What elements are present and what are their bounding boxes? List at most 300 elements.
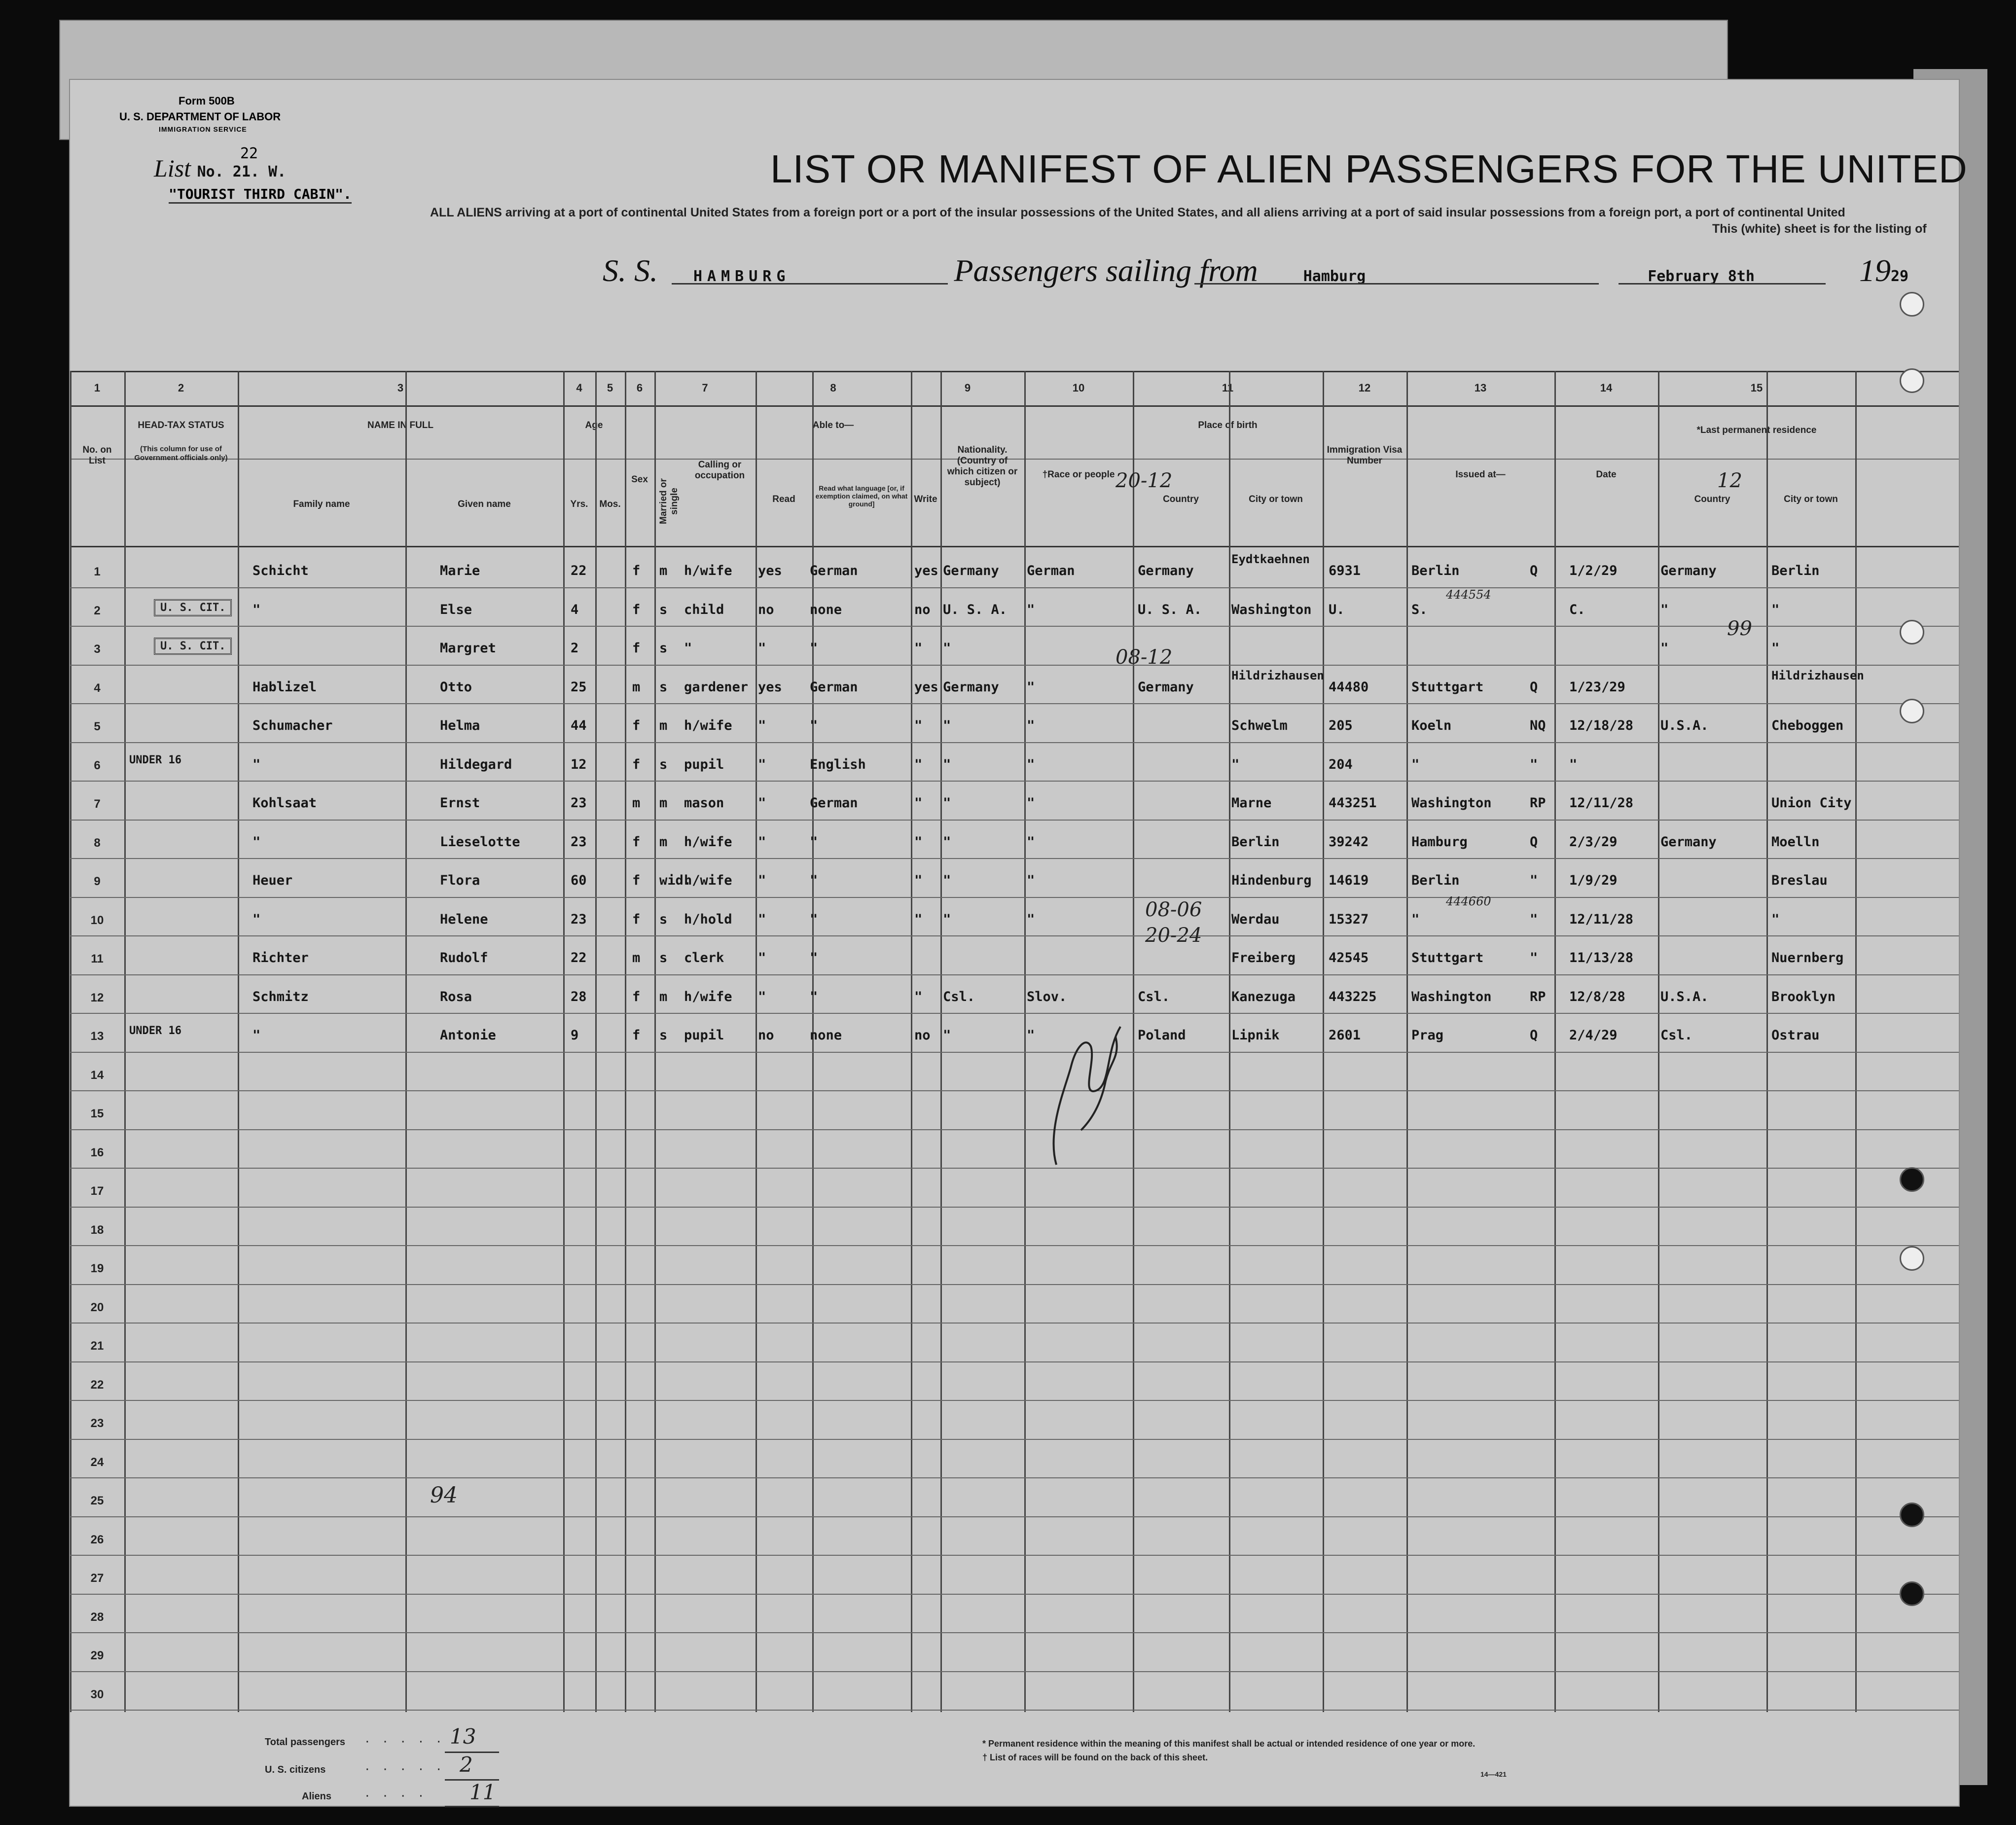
cell-sex: m	[632, 795, 641, 811]
leader-dots: · · · · ·	[366, 1737, 447, 1748]
aliens-value: 11	[469, 1780, 496, 1804]
cell-family: Heuer	[252, 873, 293, 888]
row-number: 10	[90, 913, 104, 927]
manifest-page	[69, 79, 1968, 1807]
cell-write: "	[914, 989, 923, 1004]
total-passengers-label: Total passengers	[265, 1737, 346, 1748]
column-number: 8	[830, 382, 836, 394]
column-header-no-on-list: No. on List	[82, 445, 112, 466]
row-number: 12	[90, 991, 104, 1004]
cell-q: "	[1530, 950, 1538, 966]
table-row	[70, 897, 1855, 936]
us-citizens-label: U. S. citizens	[265, 1764, 326, 1775]
table-row	[70, 820, 1855, 859]
punch-hole	[1900, 292, 1924, 317]
cell-read: no	[758, 602, 774, 617]
cell-given: Otto	[440, 679, 472, 695]
cell-read: no	[758, 1028, 774, 1043]
cell-bcity: Hindenburg	[1231, 873, 1312, 888]
column-header-country: Country	[1163, 494, 1199, 504]
cell-family: "	[252, 911, 261, 927]
cell-nat: "	[943, 834, 951, 850]
cell-sex: f	[632, 911, 641, 927]
cell-yrs: 12	[571, 756, 587, 772]
cell-q: Q	[1530, 834, 1538, 850]
cell-race: "	[1027, 795, 1035, 811]
row-number: 27	[90, 1572, 104, 1585]
punch-hole	[1900, 699, 1924, 723]
row-rule	[70, 1710, 1959, 1711]
punch-hole	[1900, 1581, 1924, 1606]
handwritten-code: 20-24	[1145, 924, 1202, 947]
row-rule	[70, 1168, 1959, 1169]
table-row	[70, 781, 1855, 820]
cell-yrs: 44	[571, 718, 587, 733]
row-number: 24	[90, 1455, 104, 1469]
manifest-table	[70, 371, 1959, 1712]
cell-given: Hildegard	[440, 756, 512, 772]
cell-issued: S.	[1411, 602, 1428, 617]
cell-sex: f	[632, 602, 641, 617]
cell-yrs: 9	[571, 1028, 579, 1043]
cell-lang: German	[810, 563, 858, 578]
cell-write: no	[914, 602, 931, 617]
column-header-age: Age	[585, 420, 603, 430]
handwritten-code: 08-06	[1145, 898, 1202, 921]
departure-port: Hamburg	[1303, 268, 1366, 285]
cell-given: Antonie	[440, 1028, 496, 1043]
handwritten-visa-note: 444660	[1446, 895, 1491, 908]
cell-write: "	[914, 756, 923, 772]
row-rule	[70, 1671, 1959, 1672]
column-number: 1	[94, 382, 101, 394]
cell-read: "	[758, 989, 766, 1004]
cell-date: 2/3/29	[1569, 834, 1618, 850]
row-number: 21	[90, 1339, 104, 1353]
cell-yrs: 25	[571, 679, 587, 695]
cell-family: Schicht	[252, 563, 309, 578]
cell-read: "	[758, 911, 766, 927]
cell-yrs: 23	[571, 795, 587, 811]
date-line	[1619, 283, 1826, 285]
cell-rcity: Moelln	[1771, 834, 1820, 850]
row-rule	[70, 1284, 1959, 1285]
cell-rcity: Breslau	[1771, 873, 1828, 888]
cell-read: "	[758, 718, 766, 733]
cell-bcity: Schwelm	[1231, 718, 1288, 733]
ship-name: HAMBURG	[693, 268, 791, 285]
cell-read: "	[758, 873, 766, 888]
head-tax-stamp: U. S. CIT.	[154, 638, 232, 655]
cell-given: Rudolf	[440, 950, 488, 966]
cell-rcity: "	[1771, 641, 1780, 656]
cell-family: "	[252, 756, 261, 772]
cell-occ: child	[684, 602, 724, 617]
row-number: 6	[94, 758, 101, 772]
table-row	[70, 548, 1855, 587]
column-header-family-name: Family name	[293, 499, 350, 509]
column-number: 15	[1750, 382, 1763, 394]
cell-visa: 39242	[1329, 834, 1369, 850]
row-number: 14	[90, 1068, 104, 1082]
cell-q: Q	[1530, 563, 1538, 578]
row-number: 5	[94, 720, 101, 733]
list-number-handwritten: 22	[240, 145, 258, 162]
page-number-handwritten: 94	[430, 1483, 458, 1508]
cell-family: "	[252, 1028, 261, 1043]
cabin-class: "TOURIST THIRD CABIN".	[169, 186, 352, 204]
column-number-rule	[70, 405, 1959, 407]
cell-yrs: 28	[571, 989, 587, 1004]
column-number: 6	[636, 382, 643, 394]
row-number: 26	[90, 1533, 104, 1546]
handwritten-code: 20-12	[1116, 469, 1173, 492]
cell-issued: Hamburg	[1411, 834, 1468, 850]
departure-date: February 8th	[1648, 268, 1755, 285]
form-number: Form 500B	[179, 95, 235, 107]
punch-hole	[1900, 1167, 1924, 1192]
cell-bcity: Freiberg	[1231, 950, 1296, 966]
cell-rcountry: Germany	[1660, 834, 1717, 850]
cell-date: 1/9/29	[1569, 873, 1618, 888]
cell-sex: f	[632, 1028, 641, 1043]
cell-race: Slov.	[1027, 989, 1067, 1004]
cell-visa: 44480	[1329, 679, 1369, 695]
cell-rcity: Berlin	[1771, 563, 1820, 578]
cell-issued: Stuttgart	[1411, 679, 1484, 695]
row-number: 18	[90, 1223, 104, 1237]
column-header-married: Married or single	[658, 478, 680, 525]
cell-nat: "	[943, 873, 951, 888]
list-number-typed: No. 21. W.	[197, 163, 287, 180]
cell-write: yes	[914, 679, 938, 695]
cell-bcity: Lipnik	[1231, 1028, 1280, 1043]
row-number: 9	[94, 875, 101, 888]
column-number: 5	[607, 382, 613, 394]
row-number: 1	[94, 565, 101, 578]
cell-date: 12/18/28	[1569, 718, 1634, 733]
cell-race: "	[1027, 1028, 1035, 1043]
cell-rcity: Ostrau	[1771, 1028, 1820, 1043]
cell-visa: 443251	[1329, 795, 1377, 811]
column-header-read-language: Read what language [or, if exemption claimed, on what ground]	[815, 484, 908, 508]
leader-dots: · · · ·	[366, 1791, 429, 1802]
row-number: 15	[90, 1107, 104, 1120]
cell-issued: "	[1411, 911, 1420, 927]
cell-given: Margret	[440, 641, 496, 656]
row-number: 20	[90, 1300, 104, 1314]
punch-hole	[1900, 368, 1924, 393]
header-bottom-rule	[70, 546, 1959, 547]
cell-issued: Washington	[1411, 795, 1492, 811]
cell-given: Else	[440, 602, 472, 617]
cell-bcity: Washington	[1231, 602, 1312, 617]
cell-occ: pupil	[684, 1028, 724, 1043]
row-rule	[70, 1632, 1959, 1633]
cell-lang: "	[810, 950, 818, 966]
cell-issued: "	[1411, 756, 1420, 772]
cell-sex: f	[632, 563, 641, 578]
column-number: 3	[397, 382, 404, 394]
cell-ms: m	[659, 989, 668, 1004]
cell-bcountry: Csl.	[1138, 989, 1170, 1004]
cell-date: "	[1569, 756, 1578, 772]
cell-nat: "	[943, 756, 951, 772]
cell-date: C.	[1569, 602, 1585, 617]
column-number: 12	[1358, 382, 1371, 394]
handwritten-signature	[1037, 1007, 1135, 1180]
cell-occ: h/hold	[684, 911, 732, 927]
cell-bcity: Werdau	[1231, 911, 1280, 927]
cell-rcountry: Csl.	[1660, 1028, 1693, 1043]
column-number: 10	[1072, 382, 1085, 394]
cell-visa: 15327	[1329, 911, 1369, 927]
cell-date: 12/8/28	[1569, 989, 1625, 1004]
cell-sex: m	[632, 950, 641, 966]
column-number: 13	[1474, 382, 1487, 394]
cell-issued: Berlin	[1411, 563, 1460, 578]
row-rule	[70, 1129, 1959, 1130]
punch-hole	[1900, 1246, 1924, 1271]
cell-rcity: Union City	[1771, 795, 1852, 811]
row-number: 29	[90, 1649, 104, 1662]
table-row	[70, 587, 1855, 626]
row-number: 8	[94, 836, 101, 850]
cell-family: Hablizel	[252, 679, 317, 695]
us-citizens-value: 2	[460, 1753, 473, 1777]
cell-issued: Prag	[1411, 1028, 1444, 1043]
cell-write: "	[914, 718, 923, 733]
row-number: 3	[94, 643, 101, 656]
department-label: U. S. DEPARTMENT OF LABOR	[119, 110, 281, 123]
cell-occ: h/wife	[684, 563, 732, 578]
cell-yrs: 22	[571, 563, 587, 578]
cell-ms: s	[659, 950, 668, 966]
cell-yrs: 23	[571, 911, 587, 927]
row-rule	[70, 1516, 1959, 1517]
cell-date: 12/11/28	[1569, 795, 1634, 811]
cell-bcountry: Poland	[1138, 1028, 1186, 1043]
column-header-sex: Sex	[631, 474, 648, 485]
citizens-line	[445, 1779, 499, 1781]
cell-occ: pupil	[684, 756, 724, 772]
column-number: 7	[702, 382, 708, 394]
row-number: 2	[94, 604, 101, 617]
cell-bcity: Eydtkaehnen	[1231, 552, 1310, 566]
cell-nat: "	[943, 718, 951, 733]
row-number: 7	[94, 797, 101, 811]
row-number: 4	[94, 681, 101, 695]
table-row	[70, 626, 1855, 665]
cell-sex: f	[632, 718, 641, 733]
cell-family: Richter	[252, 950, 309, 966]
cell-q: "	[1530, 756, 1538, 772]
column-number: 14	[1600, 382, 1613, 394]
cell-occ: h/wife	[684, 873, 732, 888]
cell-issued: Stuttgart	[1411, 950, 1484, 966]
footnote-residence: * Permanent residence within the meaning of this manifest shall be actual or intended residence of one year or more.	[982, 1739, 1476, 1749]
column-header-res-city: City or town	[1784, 494, 1838, 504]
cell-sex: f	[632, 756, 641, 772]
row-rule	[70, 1555, 1959, 1556]
cell-write: "	[914, 795, 923, 811]
punch-hole	[1900, 620, 1924, 644]
table-row	[70, 742, 1855, 781]
cell-yrs: 60	[571, 873, 587, 888]
row-rule	[70, 1361, 1959, 1362]
cell-visa: 205	[1329, 718, 1353, 733]
column-header-head-tax: HEAD-TAX STATUS	[138, 420, 224, 430]
cell-rcity: "	[1771, 911, 1780, 927]
cell-date: 12/11/28	[1569, 911, 1634, 927]
cell-ms: s	[659, 602, 668, 617]
manifest-subtitle-2: This (white) sheet is for the listing of	[1712, 222, 1927, 236]
column-header-head-tax-note: (This column for use of Government officials only)	[134, 445, 228, 462]
row-number: 23	[90, 1417, 104, 1430]
cell-visa: 14619	[1329, 873, 1369, 888]
cell-given: Lieselotte	[440, 834, 520, 850]
cell-occ: h/wife	[684, 989, 732, 1004]
cell-lang: "	[810, 834, 818, 850]
cell-read: "	[758, 756, 766, 772]
cell-nat: Germany	[943, 563, 999, 578]
cell-yrs: 4	[571, 602, 579, 617]
cell-ms: wid.	[659, 873, 692, 888]
cell-rcountry: "	[1660, 641, 1669, 656]
cell-yrs: 2	[571, 641, 579, 656]
cell-occ: "	[684, 641, 692, 656]
cell-lang: none	[810, 602, 842, 617]
cell-given: Ernst	[440, 795, 480, 811]
punch-hole	[1900, 1503, 1924, 1527]
row-rule	[70, 1594, 1959, 1595]
cell-ms: s	[659, 911, 668, 927]
cell-read: "	[758, 834, 766, 850]
row-rule	[70, 1052, 1959, 1053]
column-header-write: Write	[914, 494, 937, 504]
cell-bcity: "	[1231, 756, 1240, 772]
row-rule	[70, 1323, 1959, 1324]
table-row	[70, 703, 1855, 742]
cell-race: "	[1027, 911, 1035, 927]
cell-date: 2/4/29	[1569, 1028, 1618, 1043]
cell-race: "	[1027, 873, 1035, 888]
cell-rcity: Hildrizhausen	[1771, 668, 1864, 682]
cell-lang: "	[810, 989, 818, 1004]
cell-rcountry: "	[1660, 602, 1669, 617]
manifest-title: LIST OR MANIFEST OF ALIEN PASSENGERS FOR THE UNITED	[770, 147, 1968, 191]
cell-visa: 443225	[1329, 989, 1377, 1004]
cell-race: "	[1027, 679, 1035, 695]
column-number: 9	[964, 382, 971, 394]
cell-occ: h/wife	[684, 834, 732, 850]
cell-nat: "	[943, 911, 951, 927]
table-row	[70, 974, 1855, 1013]
cell-yrs: 23	[571, 834, 587, 850]
table-row	[70, 935, 1855, 974]
cell-read: "	[758, 950, 766, 966]
cell-bcountry: U. S. A.	[1138, 602, 1202, 617]
handwritten-code: 12	[1717, 469, 1742, 492]
column-header-race: †Race or people	[1042, 469, 1115, 480]
cell-rcountry: Germany	[1660, 563, 1717, 578]
cell-sex: f	[632, 873, 641, 888]
cell-family: "	[252, 602, 261, 617]
cell-bcity: Marne	[1231, 795, 1272, 811]
cell-family: Schmitz	[252, 989, 309, 1004]
cell-issued: Koeln	[1411, 718, 1452, 733]
aliens-line	[445, 1806, 499, 1807]
cell-lang: German	[810, 795, 858, 811]
cell-given: Flora	[440, 873, 480, 888]
cell-visa: U.	[1329, 602, 1345, 617]
cell-ms: m	[659, 795, 668, 811]
cell-ms: m	[659, 834, 668, 850]
aliens-label: Aliens	[302, 1791, 332, 1802]
column-header-res-country: Country	[1694, 494, 1730, 504]
cell-family: Kohlsaat	[252, 795, 317, 811]
form-code: 14—421	[1480, 1770, 1507, 1778]
cell-ms: s	[659, 641, 668, 656]
cell-date: 1/2/29	[1569, 563, 1618, 578]
handwritten-visa-note: 444554	[1446, 588, 1491, 602]
cell-sex: f	[632, 989, 641, 1004]
column-header-given-name: Given name	[458, 499, 511, 509]
row-rule	[70, 1439, 1959, 1440]
cell-ms: s	[659, 1028, 668, 1043]
cell-bcountry: Germany	[1138, 679, 1194, 695]
column-rule	[1855, 371, 1857, 1712]
cell-visa: 2601	[1329, 1028, 1361, 1043]
row-number: 22	[90, 1378, 104, 1392]
manifest-subtitle-1: ALL ALIENS arriving at a port of continental United States from a foreign port or a port of the insular possessions of the United States, and all aliens arriving at a port of said insular possessions from a foreign port, a port of continental United	[430, 206, 1845, 219]
column-header-name-in-full: NAME IN FULL	[367, 420, 434, 430]
head-tax-stamp: UNDER 16	[129, 1025, 181, 1037]
cell-nat: "	[943, 795, 951, 811]
cell-visa: 204	[1329, 756, 1353, 772]
cell-bcity: Berlin	[1231, 834, 1280, 850]
row-number: 13	[90, 1030, 104, 1043]
row-number: 28	[90, 1610, 104, 1624]
cell-nat: "	[943, 1028, 951, 1043]
cell-rcountry: U.S.A.	[1660, 989, 1709, 1004]
cell-lang: English	[810, 756, 866, 772]
cell-race: German	[1027, 563, 1075, 578]
cell-rcountry: U.S.A.	[1660, 718, 1709, 733]
cell-given: Rosa	[440, 989, 472, 1004]
service-label: IMMIGRATION SERVICE	[159, 125, 247, 133]
cell-bcity: Hildrizhausen	[1231, 668, 1324, 682]
cell-date: 1/23/29	[1569, 679, 1625, 695]
cell-family: Schumacher	[252, 718, 333, 733]
cell-visa: 42545	[1329, 950, 1369, 966]
column-header-issued-at: Issued at—	[1455, 469, 1506, 480]
column-number: 11	[1222, 382, 1234, 394]
ship-line: S. S. HAMBURG Passengers sailing from Hamburg February 8th 1929	[603, 253, 1909, 288]
ship-name-line	[672, 283, 948, 285]
row-rule	[70, 1207, 1959, 1208]
cell-visa: 6931	[1329, 563, 1361, 578]
cell-write: no	[914, 1028, 931, 1043]
cell-ms: m	[659, 718, 668, 733]
cell-nat: Csl.	[943, 989, 975, 1004]
cell-q: "	[1530, 873, 1538, 888]
column-header-yrs: Yrs.	[570, 499, 588, 509]
cell-yrs: 22	[571, 950, 587, 966]
cell-ms: s	[659, 679, 668, 695]
row-number: 17	[90, 1184, 104, 1198]
cell-given: Helene	[440, 911, 488, 927]
